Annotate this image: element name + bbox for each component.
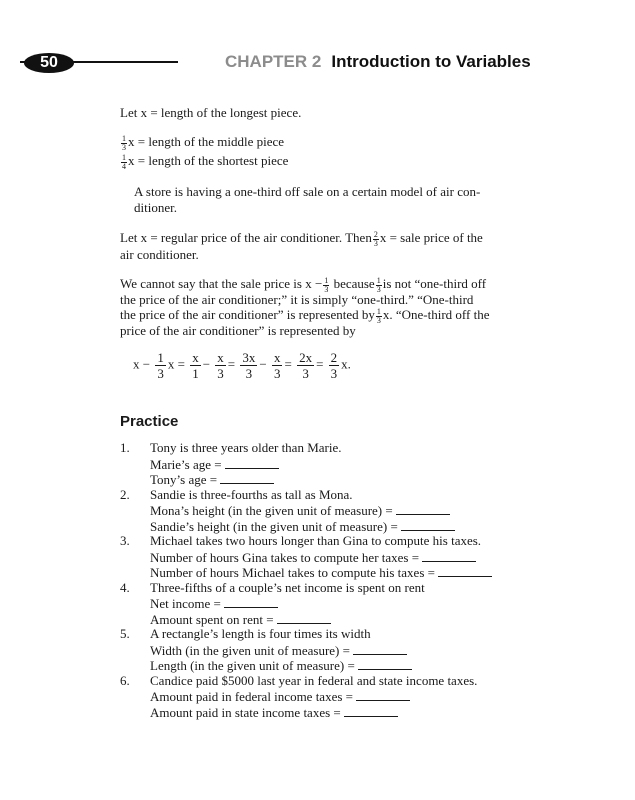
answer-blank[interactable] (396, 502, 450, 515)
practice-item: 2. Sandie is three-fourths as tall as Mona. (120, 487, 353, 502)
practice-sub-line: Marie’s age = (150, 456, 279, 473)
paragraph-line2: the price of the air conditioner;” it is simply “one-third.” “One-third (120, 292, 474, 307)
practice-sub-line: Amount paid in state income taxes = (150, 704, 398, 721)
practice-sub-line: Tony’s age = (150, 471, 274, 488)
practice-sub-line: Amount paid in federal income taxes = (150, 688, 410, 705)
page-number-badge: 50 (24, 53, 74, 73)
fraction: $\frac{3x}{3}$ (242, 350, 256, 381)
answer-blank[interactable] (344, 704, 398, 717)
practice-heading: Practice (120, 413, 179, 430)
fraction: $\frac{x}{3}$ (273, 350, 281, 381)
answer-blank[interactable] (358, 657, 412, 670)
answer-blank[interactable] (353, 642, 407, 655)
definition-shortest: $\frac{1}{4}$ x = length of the shortest piece (122, 152, 289, 171)
practice-sub-line: Width (in the given unit of measure) = (150, 642, 407, 659)
paragraph-line4: price of the air conditioner” is represented by (120, 323, 356, 338)
answer-blank[interactable] (220, 471, 274, 484)
answer-blank[interactable] (225, 456, 279, 469)
practice-sub-line: Net income = (150, 595, 278, 612)
let-statement-line2: air conditioner. (120, 247, 199, 262)
paragraph-line1: We cannot say that the sale price is x − $\frac{1}{3}$ because $\frac{1}{3}$ is not “one-third off (120, 275, 487, 294)
answer-blank[interactable] (277, 611, 331, 624)
let-statement-line1: Let x = regular price of the air conditioner. Then $\frac{2}{3}$ x = sale price of the (120, 229, 483, 248)
definition-longest: Let x = length of the longest piece. (120, 105, 302, 120)
chapter-label: CHAPTER 2 (225, 52, 322, 71)
practice-sub-line: Amount spent on rent = (150, 611, 331, 628)
fraction: $\frac{2}{3}$ (373, 229, 378, 248)
chapter-title: Introduction to Variables (331, 52, 531, 71)
practice-item: 6. Candice paid $5000 last year in federal and state income taxes. (120, 673, 478, 688)
answer-blank[interactable] (422, 549, 476, 562)
answer-blank[interactable] (438, 564, 492, 577)
fraction: $\frac{2}{3}$ (330, 350, 338, 381)
fraction: $\frac{x}{3}$ (217, 350, 224, 381)
practice-sub-line: Number of hours Gina takes to compute her taxes = (150, 549, 476, 566)
example-statement-line2: ditioner. (134, 200, 177, 215)
fraction: $\frac{1}{3}$ (122, 133, 126, 152)
definition-middle: $\frac{1}{3}$ x = length of the middle piece (122, 133, 285, 152)
fraction: $\frac{1}{3}$ (324, 275, 329, 294)
fraction: $\frac{2x}{3}$ (299, 350, 313, 381)
practice-sub-line: Sandie’s height (in the given unit of measure) = (150, 518, 455, 535)
answer-blank[interactable] (224, 595, 278, 608)
fraction: $\frac{1}{3}$ (376, 275, 381, 294)
practice-sub-line: Number of hours Michael takes to compute his taxes = (150, 564, 492, 581)
fraction: $\frac{1}{4}$ (122, 152, 126, 171)
answer-blank[interactable] (356, 688, 410, 701)
practice-sub-line: Mona’s height (in the given unit of measure) = (150, 502, 450, 519)
paragraph-line3: the price of the air conditioner” is represented by $\frac{1}{3}$ x. “One-third off the (120, 306, 490, 325)
display-equation: x − $\frac{1}{3}$ x = $\frac{x}{1}$ − $\frac{x}{3}$ = $\frac{3x}{3}$ − $\frac{x}{3}$ = $\frac{2x}{3}$ = $\frac{2}{3}$ x. (133, 350, 351, 381)
fraction: $\frac{1}{3}$ (376, 306, 381, 325)
example-statement-line1: A store is having a one-third off sale on a certain model of air con- (134, 184, 481, 199)
practice-item: 4. Three-fifths of a couple’s net income is spent on rent (120, 580, 425, 595)
practice-sub-line: Length (in the given unit of measure) = (150, 657, 412, 674)
answer-blank[interactable] (401, 518, 455, 531)
fraction: $\frac{x}{1}$ (192, 350, 199, 381)
practice-item: 1. Tony is three years older than Marie. (120, 440, 342, 455)
practice-item: 5. A rectangle’s length is four times its width (120, 626, 371, 641)
fraction: $\frac{1}{3}$ (157, 350, 164, 381)
running-header (225, 52, 531, 72)
practice-item: 3. Michael takes two hours longer than Gina to compute his taxes. (120, 533, 482, 548)
